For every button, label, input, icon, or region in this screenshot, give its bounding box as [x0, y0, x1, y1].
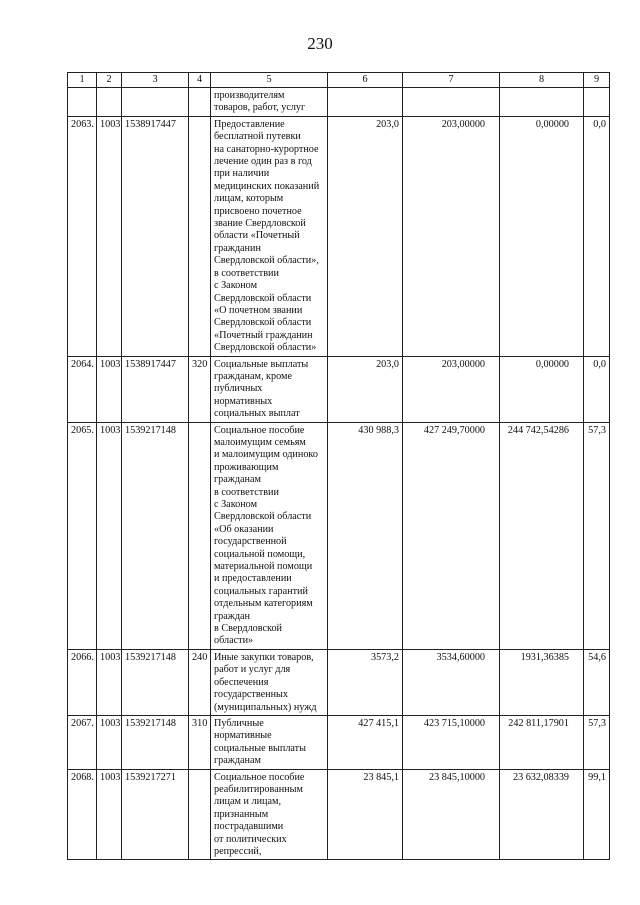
header-cell: 6: [328, 73, 403, 88]
row-number-cell: 2067.: [68, 715, 97, 769]
header-cell: 7: [403, 73, 500, 88]
table-row: [68, 116, 610, 356]
amount-cell: 0,00000: [500, 356, 584, 422]
expense-type-cell: 240: [189, 649, 211, 715]
section-code-cell: [97, 88, 122, 117]
description-cell: Социальные выплаты гражданам, кроме публичных нормативных социальных выплат: [211, 356, 328, 422]
row-number-cell: 2068.: [68, 769, 97, 860]
amount-cell: 423 715,10000: [403, 715, 500, 769]
table-row: [68, 356, 610, 422]
row-number-cell: 2065.: [68, 422, 97, 649]
description-cell: Публичные нормативные социальные выплаты гражданам: [211, 715, 328, 769]
expense-type-cell: [189, 88, 211, 117]
table-row: [68, 649, 610, 715]
percent-cell: 99,1: [584, 769, 610, 860]
row-number-cell: 2066.: [68, 649, 97, 715]
amount-cell: 203,0: [328, 116, 403, 356]
target-code-cell: 1539217148: [122, 715, 189, 769]
amount-cell: 430 988,3: [328, 422, 403, 649]
amount-cell: 203,00000: [403, 356, 500, 422]
table-row: [68, 422, 610, 649]
table-row: [68, 769, 610, 860]
amount-cell: 3534,60000: [403, 649, 500, 715]
section-code-cell: 1003: [97, 356, 122, 422]
percent-cell: 0,0: [584, 356, 610, 422]
amount-cell: 23 632,08339: [500, 769, 584, 860]
target-code-cell: 1539217148: [122, 422, 189, 649]
section-code-cell: 1003: [97, 422, 122, 649]
amount-cell: 0,00000: [500, 116, 584, 356]
budget-table: [67, 72, 610, 860]
expense-type-cell: [189, 116, 211, 356]
expense-type-cell: 320: [189, 356, 211, 422]
percent-cell: 57,3: [584, 422, 610, 649]
table-row: [68, 88, 610, 117]
amount-cell: 242 811,17901: [500, 715, 584, 769]
row-number-cell: 2063.: [68, 116, 97, 356]
row-number-cell: 2064.: [68, 356, 97, 422]
header-cell: 4: [189, 73, 211, 88]
description-cell: производителям товаров, работ, услуг: [211, 88, 328, 117]
description-cell: Предоставление бесплатной путевки на санаторно-курортное лечение один раз в год при наличии медицинских показаний лицам, которым присвоено почетное звание Свердловской области «Почетный гражданин Свердловской области», в соответствии с Законом Свердловской области «О почетном звании Свердловской области «Почетный гражданин Свердловской области»: [211, 116, 328, 356]
header-cell: 1: [68, 73, 97, 88]
expense-type-cell: [189, 422, 211, 649]
amount-cell: [403, 88, 500, 117]
description-cell: Социальное пособие малоимущим семьям и малоимущим одиноко проживающим гражданам в соответствии с Законом Свердловской области «Об оказании государственной социальной помощи, материальной помощи и предоставлении социальных гарантий отдельным категориям граждан в Свердловской области»: [211, 422, 328, 649]
target-code-cell: 1539217271: [122, 769, 189, 860]
amount-cell: 1931,36385: [500, 649, 584, 715]
amount-cell: 203,00000: [403, 116, 500, 356]
amount-cell: 244 742,54286: [500, 422, 584, 649]
amount-cell: [500, 88, 584, 117]
amount-cell: 23 845,1: [328, 769, 403, 860]
percent-cell: 57,3: [584, 715, 610, 769]
section-code-cell: 1003: [97, 715, 122, 769]
table-row: [68, 715, 610, 769]
header-cell: 9: [584, 73, 610, 88]
header-row: [68, 73, 610, 88]
target-code-cell: 1539217148: [122, 649, 189, 715]
amount-cell: 203,0: [328, 356, 403, 422]
amount-cell: [328, 88, 403, 117]
section-code-cell: 1003: [97, 116, 122, 356]
description-cell: Социальное пособие реабилитированным лицам и лицам, признанным пострадавшими от политических репрессий,: [211, 769, 328, 860]
header-cell: 8: [500, 73, 584, 88]
amount-cell: 427 415,1: [328, 715, 403, 769]
target-code-cell: 1538917447: [122, 356, 189, 422]
description-cell: Иные закупки товаров, работ и услуг для обеспечения государственных (муниципальных) нужд: [211, 649, 328, 715]
header-cell: 5: [211, 73, 328, 88]
expense-type-cell: [189, 769, 211, 860]
section-code-cell: 1003: [97, 649, 122, 715]
amount-cell: 23 845,10000: [403, 769, 500, 860]
percent-cell: 54,6: [584, 649, 610, 715]
percent-cell: 0,0: [584, 116, 610, 356]
section-code-cell: 1003: [97, 769, 122, 860]
row-number-cell: [68, 88, 97, 117]
amount-cell: 3573,2: [328, 649, 403, 715]
expense-type-cell: 310: [189, 715, 211, 769]
target-code-cell: [122, 88, 189, 117]
amount-cell: 427 249,70000: [403, 422, 500, 649]
percent-cell: [584, 88, 610, 117]
header-cell: 2: [97, 73, 122, 88]
header-cell: 3: [122, 73, 189, 88]
page-number: 230: [307, 34, 333, 53]
target-code-cell: 1538917447: [122, 116, 189, 356]
